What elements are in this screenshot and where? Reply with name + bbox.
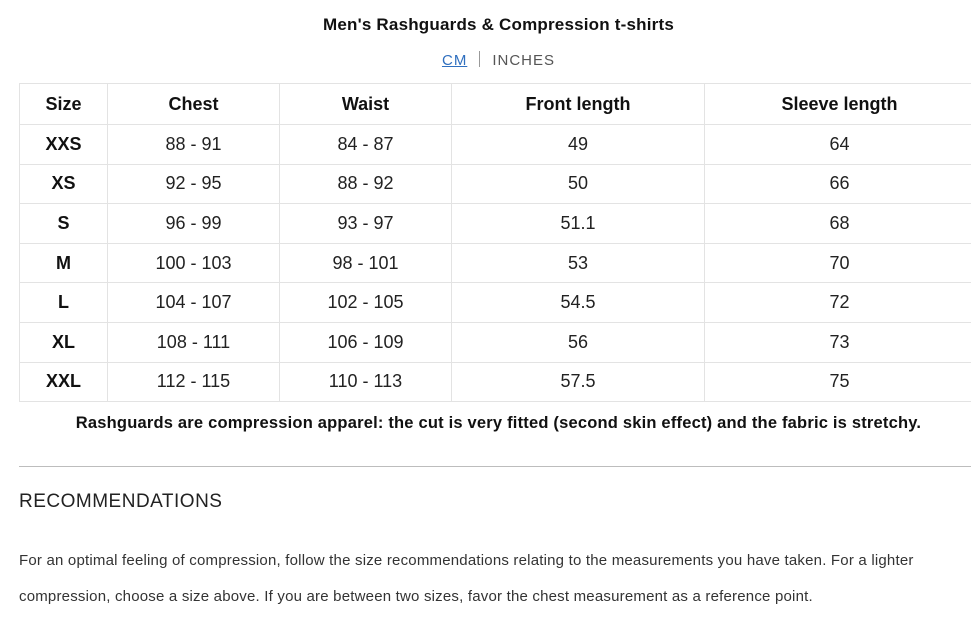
front-length-cell: 51.1 (452, 204, 705, 244)
sleeve-length-cell: 75 (705, 362, 971, 402)
section-divider (19, 466, 971, 467)
size-cell: XL (20, 322, 108, 362)
header-front-length: Front length (452, 84, 705, 125)
recommendations-heading: RECOMMENDATIONS (19, 491, 223, 512)
waist-cell: 93 - 97 (280, 204, 452, 244)
size-cell: S (20, 204, 108, 244)
waist-cell: 98 - 101 (280, 243, 452, 283)
sleeve-length-cell: 66 (705, 164, 971, 204)
table-header-row (20, 84, 971, 125)
sleeve-length-cell: 64 (705, 125, 971, 165)
table-row (20, 204, 971, 244)
chest-cell: 108 - 111 (108, 322, 280, 362)
waist-cell: 102 - 105 (280, 283, 452, 323)
table-row (20, 125, 971, 165)
size-cell: L (20, 283, 108, 323)
front-length-cell: 53 (452, 243, 705, 283)
header-chest: Chest (108, 84, 280, 125)
unit-separator (479, 51, 480, 67)
size-cell: M (20, 243, 108, 283)
unit-switch (0, 51, 971, 69)
chest-cell: 92 - 95 (108, 164, 280, 204)
unit-inches-link[interactable]: INCHES (492, 52, 555, 69)
header-sleeve-length: Sleeve length (705, 84, 971, 125)
table-row (20, 164, 971, 204)
front-length-cell: 54.5 (452, 283, 705, 323)
size-cell: XS (20, 164, 108, 204)
chest-cell: 96 - 99 (108, 204, 280, 244)
table-row (20, 322, 971, 362)
chest-cell: 100 - 103 (108, 243, 280, 283)
page-title: Men's Rashguards & Compression t-shirts (323, 15, 674, 34)
size-cell: XXS (20, 125, 108, 165)
size-cell: XXL (20, 362, 108, 402)
table-row (20, 362, 971, 402)
sleeve-length-cell: 73 (705, 322, 971, 362)
fit-note: Rashguards are compression apparel: the cut is very fitted (second skin effect) and the fabric is stretchy. (75, 414, 922, 432)
sleeve-length-cell: 72 (705, 283, 971, 323)
table-row (20, 243, 971, 283)
table-row (20, 283, 971, 323)
header-waist: Waist (280, 84, 452, 125)
recommendations-text: For an optimal feeling of compression, follow the size recommendations relating to the measurements you have taken. For a lighter compression, choose a size above. If you are between two sizes, favor the chest measurement as a reference point. (19, 552, 914, 605)
size-chart-table (19, 83, 971, 402)
sleeve-length-cell: 70 (705, 243, 971, 283)
waist-cell: 88 - 92 (280, 164, 452, 204)
waist-cell: 106 - 109 (280, 322, 452, 362)
sleeve-length-cell: 68 (705, 204, 971, 244)
header-size: Size (20, 84, 108, 125)
waist-cell: 84 - 87 (280, 125, 452, 165)
chest-cell: 112 - 115 (108, 362, 280, 402)
front-length-cell: 56 (452, 322, 705, 362)
unit-cm-link[interactable]: CM (441, 52, 468, 69)
front-length-cell: 49 (452, 125, 705, 165)
waist-cell: 110 - 113 (280, 362, 452, 402)
chest-cell: 88 - 91 (108, 125, 280, 165)
chest-cell: 104 - 107 (108, 283, 280, 323)
front-length-cell: 50 (452, 164, 705, 204)
front-length-cell: 57.5 (452, 362, 705, 402)
